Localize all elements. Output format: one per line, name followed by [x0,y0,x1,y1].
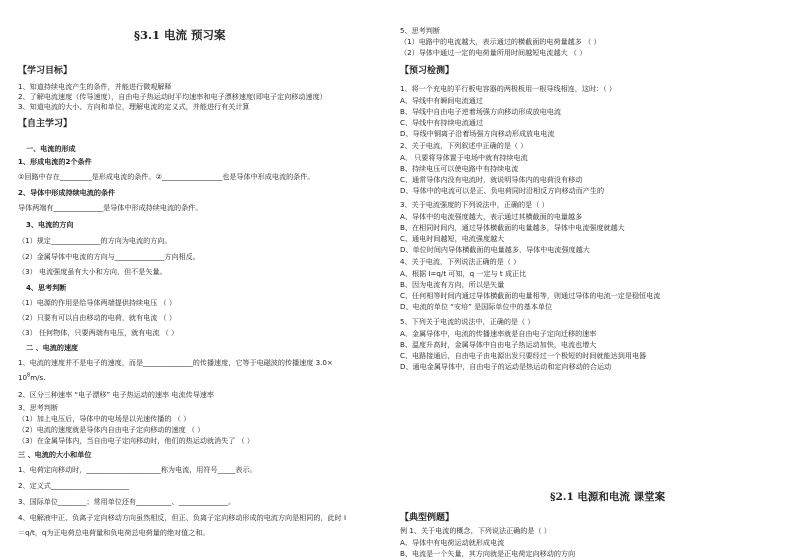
fill-blank-line: （2）金属导体中电流的方向与______________方向相反。 [18,252,200,261]
option: B、导线中自由电子逆着场强方向移动形成放电电流 [400,107,561,116]
subsection-heading: 3、电流的方向 [26,220,74,229]
judge-item: （1）电路中的电流越大，表示通过的横截面的电荷量越多 （ ） [400,37,601,46]
fill-blank-line: 1、电荷定向移动时，_____________________称为电流，用符号_____表示。 [18,465,257,474]
option: D、单位时间内导体横截面的电量越多，导体中电流强度越大 [400,245,590,254]
subsection-heading: 2、导体中形成持续电流的条件 [18,188,116,197]
fill-blank-line: 导体两端有______________是导体中形成持续电流的条件。 [18,203,203,212]
judge-item: （2）导体中通过一定的电荷量所用时间越短电流越大 （ ） [400,48,587,57]
judge-item: （3）在金属导体内，当自由电子定向移动时，他们的热运动就消失了 （ ） [18,436,255,445]
question: 3、关于电流强度的下列说法中，正确的是（ ） [400,200,549,209]
question: 5、下列关于电流的说法中，正确的是（ ） [400,317,535,326]
text-line: （3） 电流强度虽有大小和方向，但不是矢量。 [18,267,167,276]
option: B、在相同时间内，通过导体横截面的电量越多，导体中电流强度就越大 [400,223,625,232]
option: D、通电金属导体中，自由电子的运动是热运动和定向移动的合运动 [400,362,612,371]
page-title: §3.1 电流 预习案 [134,28,226,42]
section-heading: 二 、电流的速度 [26,343,79,352]
option: A、 只要将导体置于电场中就有持续电流 [400,153,528,162]
option: D、导线中铜离子沿着场强方向移动形成放电电流 [400,129,555,138]
option: A、根据 I=q/t 可知，q 一定与 t 成正比 [400,269,527,278]
option: B、因为电流有方向，所以是矢量 [400,280,505,289]
option: A、导线中有瞬间电流通过 [400,96,483,105]
option: C、电路接通后，自由电子由电源出发只要经过一个极短的时间就能达到用电器 [400,351,647,360]
example-header: 【典型例题】 [400,513,455,523]
self-study-header: 【自主学习】 [18,119,73,129]
judge-item: （3） 任何物体，只要两端有电压，就有电流 （ ） [18,328,179,337]
classroom-title: §2.1 电源和电流 课堂案 [550,491,666,503]
text-line: 1、电流的速度并不是电子的速度，而是______________的传播速度，它等于电磁波的传播速度 3.0× [18,358,333,367]
subsection-heading: 3、思考判断 [18,403,58,412]
judge-item: （2）只要有可以自由移动的电荷，就有电流 （ ） [18,313,176,322]
option: D、导体中的电流可以是正、负电荷同时沿相反方向移动而产生的 [400,186,605,195]
text-line: 4、电解液中正、负离子定向移动方向虽然相反，但正、负离子定向移动形成的电流方向是相同的，此时 I [18,513,347,522]
goal-item: 3、知道电流的大小、方向和单位，理解电流的定义式，并能进行有关计算 [18,102,250,111]
option: B、电流是一个矢量，其方向就是正电荷定向移动的方向 [400,549,576,558]
text-line: $10^8m/s$. [18,372,46,382]
option: A、金属导体中，电流的传播速率就是自由电子定向迁移的速率 [400,329,597,338]
subsection-heading: 5、思考判断 [400,26,440,35]
fill-blank-line: ①回路中存在_________是形成电流的条件。②_________________也是导体中形成电流的条件。 [18,172,315,181]
text-line: ＝q/t，q为正电荷总电荷量和负电荷总电荷量的绝对值之和。 [18,528,210,537]
subsection-heading: 4、思考判断 [26,283,67,292]
option: A、导体中有电荷运动就形成电流 [400,538,505,547]
goal-item: 1、知道持续电流产生的条件，并能进行微观解释 [18,82,172,91]
subsection-heading: 1、形成电流的2个条件 [18,157,92,166]
section-heading: 三 、电流的大小和单位 [18,450,92,459]
judge-item: （1）电源的作用是给导体两端提供持续电压 （ ） [18,298,176,307]
section-heading: 一、电流的形成 [26,144,76,153]
judge-item: （2）电流的速度就是导体内自由电子定向移动的速度 （ ） [18,425,205,434]
goal-item: 2、了解电流速度（传导速度），自由电子热运动时平均速率和电子漂移速度(即电子定向移动速度） [18,92,327,101]
option: C、导线中有持续电流通过 [400,118,483,127]
question: 1、将一个充电的平行板电容器的两极板用一根导线相连，这时：（ ） [400,84,617,93]
option: A、导体中的电流强度越大，表示通过其横截面的电量越多 [400,212,583,221]
option: B、持续电压可以使电路中有持续电流 [400,164,519,173]
question: 4、关于电流，下列说法正确的是（ ） [400,257,521,266]
check-header: 【预习检测】 [400,66,455,76]
option: C、通电时间越短，电流强度越大 [400,234,505,243]
question: 例 1、关于电流的概念，下列说法正确的是（ ） [400,526,551,535]
goals-header: 【学习目标】 [18,66,73,76]
option: C、通常导体内没有电流时，就说明导体内的电荷没有移动 [400,175,583,184]
option: B、温度升高时，金属导体中自由电子热运动加快，电流也增大 [400,340,597,349]
fill-blank-line: 2、定义式______________________ [18,481,129,490]
text-line: 2、区分三种速率 “电子漂移” 电子热运动的速率 电流传导速率 [18,390,214,399]
judge-item: （1）加上电压后，导体中的电场是以光速传播的 （ ） [18,414,191,423]
fill-blank-line: 3、国际单位________；常用单位还有__________、______________。 [18,497,236,506]
option: C、任何相等时间内通过导体横截面的电量相等，则通过导体的电流一定是稳恒电流 [400,291,661,300]
fill-blank-line: （1）规定______________的方向为电流的方向。 [18,236,172,245]
option: D、电流的单位 “安培” 是国际单位中的基本单位 [400,302,553,311]
question: 2、关于电流，下列叙述中正确的是（ ） [400,141,528,150]
